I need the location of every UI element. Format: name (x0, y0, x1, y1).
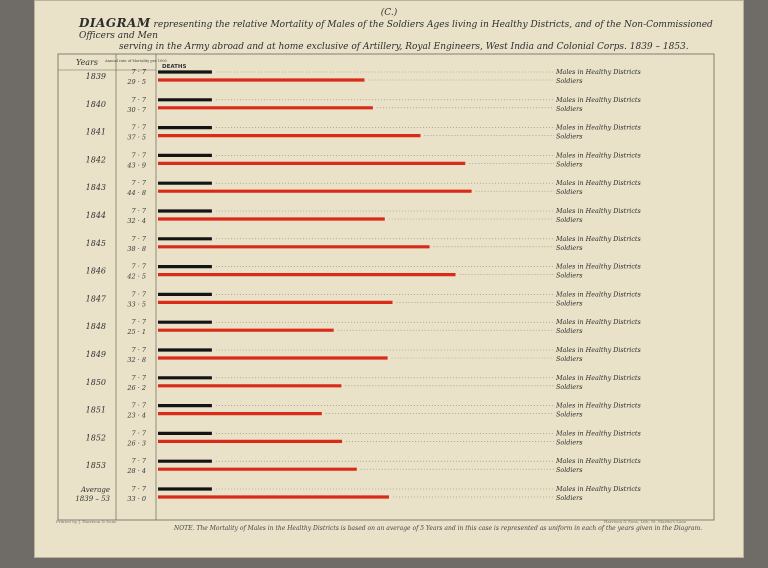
soldier-rate-value: 28 · 4 (127, 467, 146, 476)
year-label: 1839 (85, 72, 106, 81)
civil-rate-value: 7 · 7 (131, 151, 146, 160)
civil-rate-value: 7 · 7 (131, 457, 146, 466)
average-label-line1: Average (80, 486, 110, 494)
deaths-axis-label: DEATHS (162, 64, 187, 70)
year-label: 1853 (85, 461, 106, 471)
soldier-row-label: Soldiers (556, 243, 583, 252)
soldier-row-label: Soldiers (556, 271, 583, 280)
year-label: 1841 (85, 127, 106, 137)
year-label: 1850 (85, 377, 106, 387)
soldier-rate-value: 42 · 5 (127, 272, 146, 281)
soldier-rate-value: 23 · 4 (127, 411, 146, 420)
soldier-rate-value: 33 · 0 (127, 495, 146, 503)
civil-rate-value: 7 · 7 (131, 401, 146, 410)
civil-rate-value: 7 · 7 (131, 179, 146, 188)
year-label: 1852 (85, 433, 106, 443)
civil-row-label: Males in Healthy Districts (556, 123, 641, 132)
printer-credit-right: Harrison & Sons, Lith. St. Martin's Lane (604, 519, 687, 524)
year-label: 1847 (85, 294, 106, 304)
civil-rate-value: 7 · 7 (131, 95, 146, 104)
average-label-line2: 1839 – 53 (75, 495, 110, 503)
year-label: 1846 (85, 266, 106, 276)
civil-row-label: Males in Healthy Districts (556, 346, 641, 354)
soldier-rate-value: 32 · 4 (127, 217, 146, 225)
civil-rate-value: 7 · 7 (131, 318, 146, 327)
soldier-row-label: Soldiers (556, 410, 583, 419)
soldier-rate-value: 38 · 8 (127, 244, 146, 253)
civil-rate-value: 7 · 7 (131, 207, 146, 215)
year-label: 1845 (85, 238, 106, 248)
soldier-row-label: Soldiers (556, 494, 583, 502)
soldier-row-label: Soldiers (556, 132, 583, 141)
civil-row-label: Males in Healthy Districts (556, 429, 641, 438)
civil-rate-value: 7 · 7 (131, 262, 146, 271)
year-label: 1844 (85, 211, 106, 220)
civil-row-label: Males in Healthy Districts (556, 318, 641, 327)
year-label: 1843 (85, 183, 106, 193)
soldier-row-label: Soldiers (556, 216, 583, 224)
mortality-chart (34, 0, 744, 558)
civil-rate-value: 7 · 7 (131, 429, 146, 438)
soldier-rate-value: 32 · 8 (127, 356, 146, 364)
civil-rate-value: 7 · 7 (131, 68, 146, 76)
printer-credit-left: Printed by J. Harrison & Sons (56, 519, 117, 524)
civil-rate-value: 7 · 7 (131, 346, 146, 354)
footnote: NOTE. The Mortality of Males in the Healthy Districts is based on an average of 5 Years and in this case is represented as uniform in each of the years given in the Diagram. (174, 525, 703, 532)
civil-row-label: Males in Healthy Districts (556, 179, 641, 188)
soldier-rate-value: 37 · 5 (127, 133, 146, 142)
year-label: 1849 (85, 350, 106, 359)
civil-row-label: Males in Healthy Districts (556, 485, 641, 493)
civil-row-label: Males in Healthy Districts (556, 207, 641, 215)
soldier-rate-value: 44 · 8 (127, 189, 146, 198)
civil-row-label: Males in Healthy Districts (556, 95, 641, 104)
civil-row-label: Males in Healthy Districts (556, 457, 641, 466)
soldier-row-label: Soldiers (556, 160, 583, 169)
year-label: 1851 (85, 405, 106, 415)
diagram-letter: (C.) (380, 8, 398, 18)
soldier-row-label: Soldiers (556, 77, 583, 85)
civil-rate-value: 7 · 7 (131, 123, 146, 132)
civil-rate-value: 7 · 7 (131, 234, 146, 243)
soldier-rate-value: 25 · 1 (127, 328, 146, 337)
years-column-header: Years (75, 58, 99, 67)
diagram-title-line1: representing the relative Mortality of Males of the Soldiers Ages living in Healthy Districts, and of the Non-Commissioned Officers and Men (79, 20, 713, 41)
soldier-row-label: Soldiers (556, 327, 583, 336)
civil-rate-value: 7 · 7 (131, 373, 146, 382)
soldier-row-label: Soldiers (556, 188, 583, 197)
year-label: 1842 (85, 155, 106, 165)
civil-row-label: Males in Healthy Districts (556, 151, 641, 160)
soldier-rate-value: 26 · 3 (127, 439, 146, 448)
civil-row-label: Males in Healthy Districts (556, 262, 641, 271)
civil-rate-value: 7 · 7 (131, 485, 146, 493)
civil-row-label: Males in Healthy Districts (556, 401, 641, 410)
soldier-row-label: Soldiers (556, 466, 583, 475)
year-label: 1840 (85, 99, 106, 109)
civil-row-label: Males in Healthy Districts (556, 68, 641, 76)
diagram-title-lead: DIAGRAM (79, 16, 151, 30)
civil-row-label: Males in Healthy Districts (556, 373, 641, 382)
soldier-rate-value: 43 · 9 (127, 161, 146, 170)
diagram-sheet (34, 0, 744, 558)
soldier-rate-value: 30 · 7 (127, 105, 146, 114)
soldier-row-label: Soldiers (556, 104, 583, 113)
civil-row-label: Males in Healthy Districts (556, 290, 641, 299)
civil-row-label: Males in Healthy Districts (556, 234, 641, 243)
soldier-row-label: Soldiers (556, 438, 583, 447)
soldier-rate-value: 26 · 2 (127, 383, 146, 392)
rates-column-header: Annual rate of Mortality per 1000 (105, 59, 167, 63)
soldier-rate-value: 33 · 5 (127, 300, 146, 309)
civil-rate-value: 7 · 7 (131, 290, 146, 299)
soldier-row-label: Soldiers (556, 299, 583, 308)
soldier-row-label: Soldiers (556, 355, 583, 363)
year-label: 1848 (85, 322, 106, 332)
soldier-row-label: Soldiers (556, 382, 583, 391)
diagram-title-line2: serving in the Army abroad and at home exclusive of Artillery, Royal Engineers, West India and Colonial Corps. 1839 – 1853. (119, 42, 689, 52)
soldier-rate-value: 29 · 5 (127, 78, 146, 86)
